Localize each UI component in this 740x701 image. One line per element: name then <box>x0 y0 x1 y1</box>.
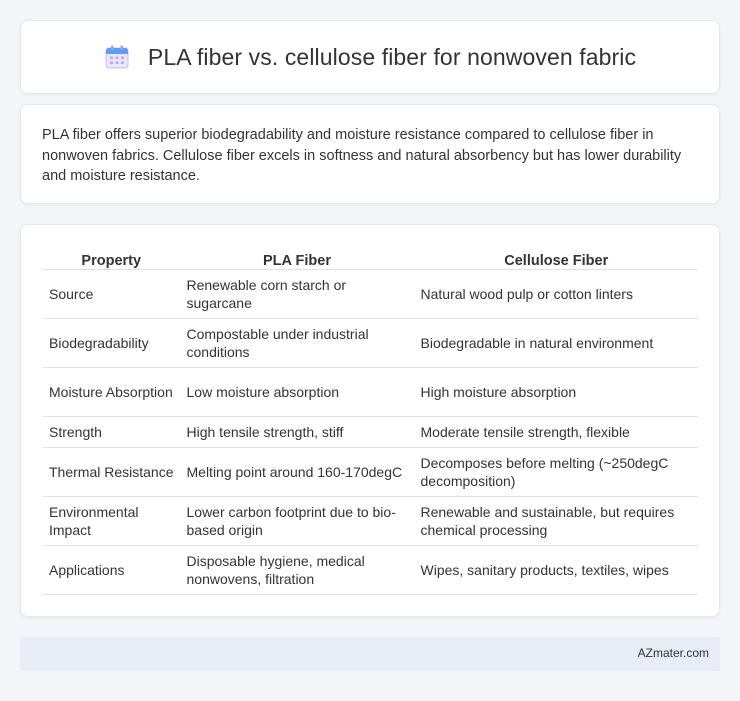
page-title: PLA fiber vs. cellulose fiber for nonwoven fabric <box>147 43 637 70</box>
column-header-pla-fiber: PLA Fiber <box>180 245 414 269</box>
summary-text: PLA fiber offers superior biodegradability and moisture resistance compared to cellulose fiber in nonwoven fabrics. Cellulose fiber excels in softness and natural absorbency but has lower durability and moisture resistance. <box>42 127 682 184</box>
table-row <box>43 416 698 447</box>
summary-card <box>20 104 720 204</box>
row-property: Thermal Resistance <box>43 447 180 496</box>
row-pla-value: Lower carbon footprint due to bio-based origin <box>180 496 414 545</box>
table-header-row <box>43 245 698 269</box>
row-property: Environmental Impact <box>43 496 180 545</box>
row-pla-value: Melting point around 160-170degC <box>180 447 414 496</box>
title-wrap <box>104 44 636 71</box>
row-pla-value: Disposable hygiene, medical nonwovens, filtration <box>180 545 414 594</box>
table-row <box>43 545 698 594</box>
comparison-table <box>43 245 698 595</box>
row-pla-value: Low moisture absorption <box>180 367 414 416</box>
row-pla-value: High tensile strength, stiff <box>180 416 414 447</box>
row-cellulose-value: Renewable and sustainable, but requires chemical processing <box>414 496 698 545</box>
title-card <box>20 20 720 94</box>
row-property: Moisture Absorption <box>43 367 180 416</box>
row-property: Biodegradability <box>43 318 180 367</box>
column-header-property: Property <box>43 245 180 269</box>
table-row <box>43 447 698 496</box>
table-row <box>43 269 698 318</box>
table-row <box>43 318 698 367</box>
row-pla-value: Compostable under industrial conditions <box>180 318 414 367</box>
row-property: Strength <box>43 416 180 447</box>
row-cellulose-value: Natural wood pulp or cotton linters <box>414 269 698 318</box>
table-row <box>43 367 698 416</box>
row-pla-value: Renewable corn starch or sugarcane <box>180 269 414 318</box>
footer-site-link[interactable]: AZmater.com <box>637 646 709 660</box>
row-cellulose-value: Decomposes before melting (~250degC decomposition) <box>414 447 698 496</box>
footer-bar <box>20 637 720 671</box>
row-property: Applications <box>43 545 180 594</box>
row-cellulose-value: High moisture absorption <box>414 367 698 416</box>
row-cellulose-value: Moderate tensile strength, flexible <box>414 416 698 447</box>
row-cellulose-value: Biodegradable in natural environment <box>414 318 698 367</box>
table-row <box>43 496 698 545</box>
table-card <box>20 224 720 617</box>
column-header-cellulose-fiber: Cellulose Fiber <box>414 245 698 269</box>
row-property: Source <box>43 269 180 318</box>
row-cellulose-value: Wipes, sanitary products, textiles, wipes <box>414 545 698 594</box>
calendar-icon <box>104 45 130 69</box>
